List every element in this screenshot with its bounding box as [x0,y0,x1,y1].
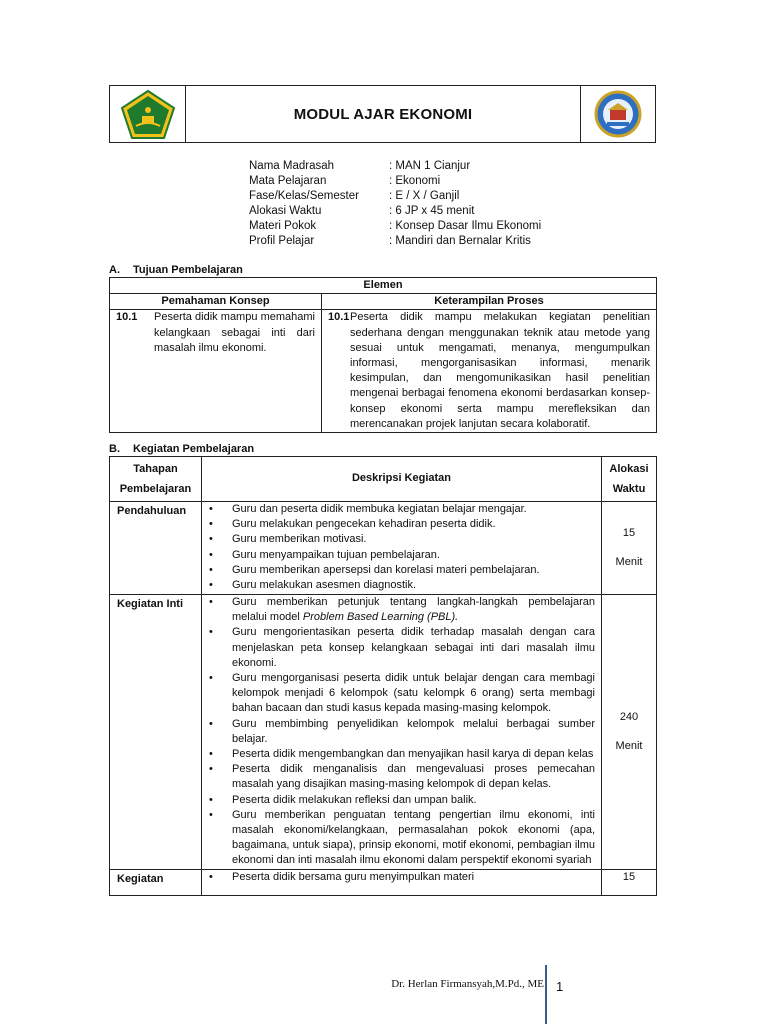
phase-label: Kegiatan [110,869,202,895]
phase-label: Pendahuluan [110,502,202,595]
info-label: Materi Pokok [249,220,317,232]
footer-divider [545,965,547,1024]
logo-left-cell [110,86,186,142]
phase-label: Kegiatan Inti [110,595,202,870]
section-a-heading [109,264,243,276]
activity-cell [202,595,602,870]
list-item: • Peserta didik melakukan refleksi dan umpan balik. [202,793,595,808]
kegiatan-table [109,456,657,896]
section-number: B. [109,443,120,455]
section-title: Kegiatan Pembelajaran [133,443,255,455]
list-item: • Guru dan peserta didik membuka kegiatan belajar mengajar. [202,502,595,517]
logo-right-cell [580,86,655,142]
list-item: • Guru memberikan petunjuk tentang langkah-langkah pembelajaran melalui model Problem Based Learning (PBL). [202,595,595,625]
alloc-cell [602,595,657,870]
activity-cell [202,502,602,595]
info-label: Alokasi Waktu [249,205,322,217]
info-label: Mata Pelajaran [249,175,327,187]
list-item: • Peserta didik mengembangkan dan menyajikan hasil karya di depan kelas [202,747,595,762]
alloc-number: 15 [622,870,636,883]
list-item: • Guru membimbing penyelidikan kelompok melalui berbagai sumber belajar. [202,717,595,747]
alloc-unit: Menit [615,556,643,568]
pemahaman-text: Peserta didik mampu memahami kelangkaan sebagai inti dari masalah ilmu ekonomi. [154,311,315,354]
section-title: Tujuan Pembelajaran [133,264,243,276]
pemahaman-cell [110,310,322,433]
header-box [109,85,656,143]
info-label: Fase/Kelas/Semester [249,190,359,202]
activity-cell [202,869,602,895]
list-item: • Guru menyampaikan tujuan pembelajaran. [202,548,595,563]
page-number: 1 [556,979,564,994]
section-number: A. [109,264,120,276]
table-row [110,595,657,870]
alloc-cell [602,502,657,595]
table-row [110,869,657,895]
list-item: • Guru memberikan motivasi. [202,532,595,547]
code-label: 10.1 [116,311,138,324]
keterampilan-cell [322,310,657,433]
alloc-number: 15 [622,526,636,539]
footer-author: Dr. Herlan Firmansyah,M.Pd., ME [391,978,544,990]
school-logo-icon [581,86,656,142]
list-item: • Guru mengorganisasi peserta didik untuk belajar dengan cara membagi kelompok menjadi 6 kelompok (satu kelompk 6 orang) serta membagi bahan bacaan dan studi kasus kepada masing-masing kelompok. [202,671,595,717]
col-header-tahapan: Tahapan Pembelajaran [110,457,202,502]
list-item: • Peserta didik bersama guru menyimpulkan materi [202,870,595,885]
info-label: Nama Madrasah [249,160,335,172]
list-item: • Guru melakukan asesmen diagnostik. [202,578,595,593]
alloc-number: 240 [619,710,639,723]
code-label: 10.1 [328,311,350,324]
keterampilan-text: Peserta didik mampu melakukan kegiatan penelitian sederhana dengan menggunakan teknik atau metode yang sesuai untuk mengamati, menanya, mengumpulkan informasi, mengorganisasikan informasi, menarik kesimpulan, dan mengomunikasikan hasil penelitian mengenai berbagai fenomena ekonomi berdasarkan konsep-konsep ekonomi serta mampu merefleksikan dan merencanakan projek lanjutan secara kolaboratif. [350,311,650,430]
table-row [110,502,657,595]
kemenag-logo-icon [110,86,186,142]
list-item: • Guru memberikan penguatan tentang pengertian ilmu ekonomi, inti masalah ekonomi/kelangkaan, permasalahan pokok ekonomi (apa, bagaimana, untuk siapa), prinsip ekonomi, motif ekonomi, pembagian ilmu ekonomi dan inti masalah ilmu ekonomi dalam perspektif ekonomi syariah [202,808,595,869]
info-value: : Konsep Dasar Ilmu Ekonomi [389,220,542,232]
list-item: • Peserta didik menganalisis dan mengevaluasi proses pemecahan masalah yang disajikan masing-masing kelompok di depan kelas. [202,762,595,792]
list-item: • Guru memberikan apersepsi dan korelasi materi pembelajaran. [202,563,595,578]
info-label: Profil Pelajar [249,235,315,247]
section-b-heading [109,443,254,455]
alloc-cell [602,869,657,895]
elemen-header: Elemen [110,278,657,294]
list-item: • Guru mengorientasikan peserta didik terhadap masalah dengan cara menjelaskan peta konsep kelangkaan sebagai inti dari masalah ilmu ekonomi. [202,625,595,671]
page-title: MODUL AJAR EKONOMI [293,105,473,123]
info-value: : MAN 1 Cianjur [389,160,471,172]
info-value: : 6 JP x 45 menit [389,205,475,217]
alloc-unit: Menit [615,739,643,752]
info-value: : Mandiri dan Bernalar Kritis [389,235,531,247]
info-value: : E / X / Ganjil [389,190,460,202]
col-header-deskripsi: Deskripsi Kegiatan [202,457,602,502]
list-item: • Guru melakukan pengecekan kehadiran peserta didik. [202,517,595,532]
info-value: : Ekonomi [389,175,441,187]
col-header-alokasi: Alokasi Waktu [602,457,657,502]
col-header-keterampilan: Keterampilan Proses [322,294,657,310]
col-header-pemahaman: Pemahaman Konsep [110,294,322,310]
tujuan-table [109,277,657,433]
